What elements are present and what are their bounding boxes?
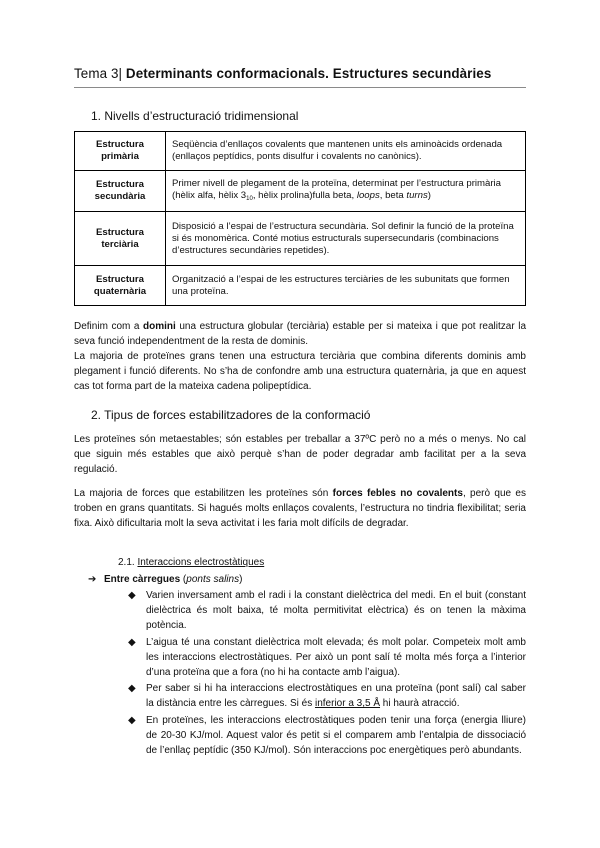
desc-subscript: 10 [246,195,253,202]
text-run: Definim com a [74,321,144,332]
metastable-paragraph: Les proteïnes són metaestables; són estables per treballar a 37ºC però no a més o menys. No cal que siguin més estables que això perquè s’han de poder degradar amb facilitat per a la seva regulació. [74,434,526,475]
desc-italic: loops [356,189,380,201]
text-run: una estructura globular (terciària) estable per si mateixa i que pot realitzar la seva funció independentment de la resta de dominis. [74,321,527,347]
table-term: Estructura secundària [75,171,166,212]
bold-term: domini [143,321,176,332]
table-term: Estructura quaternària [75,266,166,306]
arrow-list-item [88,574,242,585]
diamond-bullet-icon: ◆ [128,636,136,648]
list-item [128,681,526,711]
table-desc: Organització a l’espai de les estructures terciàries de les subunitats que formen una proteïna. [166,266,526,306]
diamond-bullet-icon: ◆ [128,683,136,695]
subsection-heading [118,557,264,568]
list-item [128,635,526,681]
subsection-number: 2.1. [118,557,138,568]
title-prefix: Tema 3| [74,66,126,81]
text-run: La majoria de forces que estabilitzen les proteïnes són [74,488,333,499]
forces-paragraph [74,486,526,531]
table-row [75,266,526,306]
desc-italic: turns [406,189,428,201]
desc-part: , beta [379,189,407,201]
desc-part: ) [427,189,431,201]
section-1-heading: 1. Nivells d’estructuració tridimensional [91,109,299,123]
bullet-text: hi haurà atracció. [380,698,460,710]
bullet-text: Varien inversament amb el radi i la constant dielèctrica del medi. En el buit (constant dielèctrica és molt baixa, té molta permitivitat elèctrica) és on tenen la màxima potència. [146,590,526,632]
bullet-text: L’aigua té una constant dielèctrica molt elevada; és molt polar. Competeix molt amb les interaccions electrostàtiques. Per això un pont salí té molta més força a l’interior d’una proteïna que a fora (no hi ha contacte amb l’aigua). [146,636,526,679]
text-run: , però que es troben en grans quantitats. Si hagués molts enllaços covalents, l’estructura no tindria flexibilitat; seria fixa. Això dificultaria molt la seva activitat i les faria molt difícils de degradar. [74,488,526,529]
bullet-text: Per saber si hi ha interaccions electrostàtiques en una proteïna (pont salí) cal saber la distància entre les càrregues. Si és [146,683,526,710]
table-desc [166,171,526,212]
table-row [75,132,526,171]
bullet-text: En proteïnes, les interaccions electrostàtiques poden tenir una força (energia lliure) de 20-30 KJ/mol. Aquest valor és petit si el comparem amb l’entalpia de dissociació de l’enllaç peptídic (350 KJ/mol). Són interaccions poc energètiques però abundants. [146,714,526,757]
text-run: La majoria de proteïnes grans tenen una estructura terciària que combina diferents dominis amb plegament i funció diferents. No s’ha de confondre amb una estructura quaternària, ja que en aquest cas tot forma part de la mateixa cadena polipeptídica. [74,351,526,392]
table-desc: Disposició a l’espai de l’estructura secundària. Sol definir la funció de la proteïna si és monomèrica. Conté motius estructurals supersecundaris (combinacions d’estructures secundàries repetides). [166,212,526,266]
table-row [75,212,526,266]
subsection-title: Interaccions electrostàtiques [137,557,265,568]
bullet-list [128,588,526,759]
list-item [128,588,526,634]
list-item [128,713,526,759]
arrow-item-title: Entre càrregues [104,574,181,585]
text-run: ) [239,574,243,585]
table-term: Estructura terciària [75,212,166,266]
structure-levels-table [74,131,526,306]
title-text: Determinants conformacionals. Estructures secundàries [125,66,492,81]
table-desc: Seqüència d’enllaços covalents que mantenen units els aminoàcids ordenada (enllaços peptídics, ponts disulfur i covalents no canònics). [166,132,526,171]
arrow-item-italic: ponts salins [186,574,240,585]
diamond-bullet-icon: ◆ [128,590,136,601]
bullet-underlined: inferior a 3,5 Å [314,698,381,710]
diamond-bullet-icon: ◆ [128,714,136,726]
bold-term: forces febles no covalents [332,488,463,499]
arrow-icon: ➔ [88,574,97,585]
desc-part: Primer nivell de plegament de la proteïna, determinat per l’estructura primària (hèlix alfa, hèlix 3 [172,177,502,201]
table-term: Estructura primària [75,132,166,171]
text-run: ( [180,574,187,585]
desc-part: , hèlix prolina)fulla beta, [252,189,357,201]
section-2-heading: 2. Tipus de forces estabilitzadores de la conformació [91,408,371,422]
table-row [75,171,526,212]
domini-paragraph [74,319,526,394]
page-title [74,66,526,88]
